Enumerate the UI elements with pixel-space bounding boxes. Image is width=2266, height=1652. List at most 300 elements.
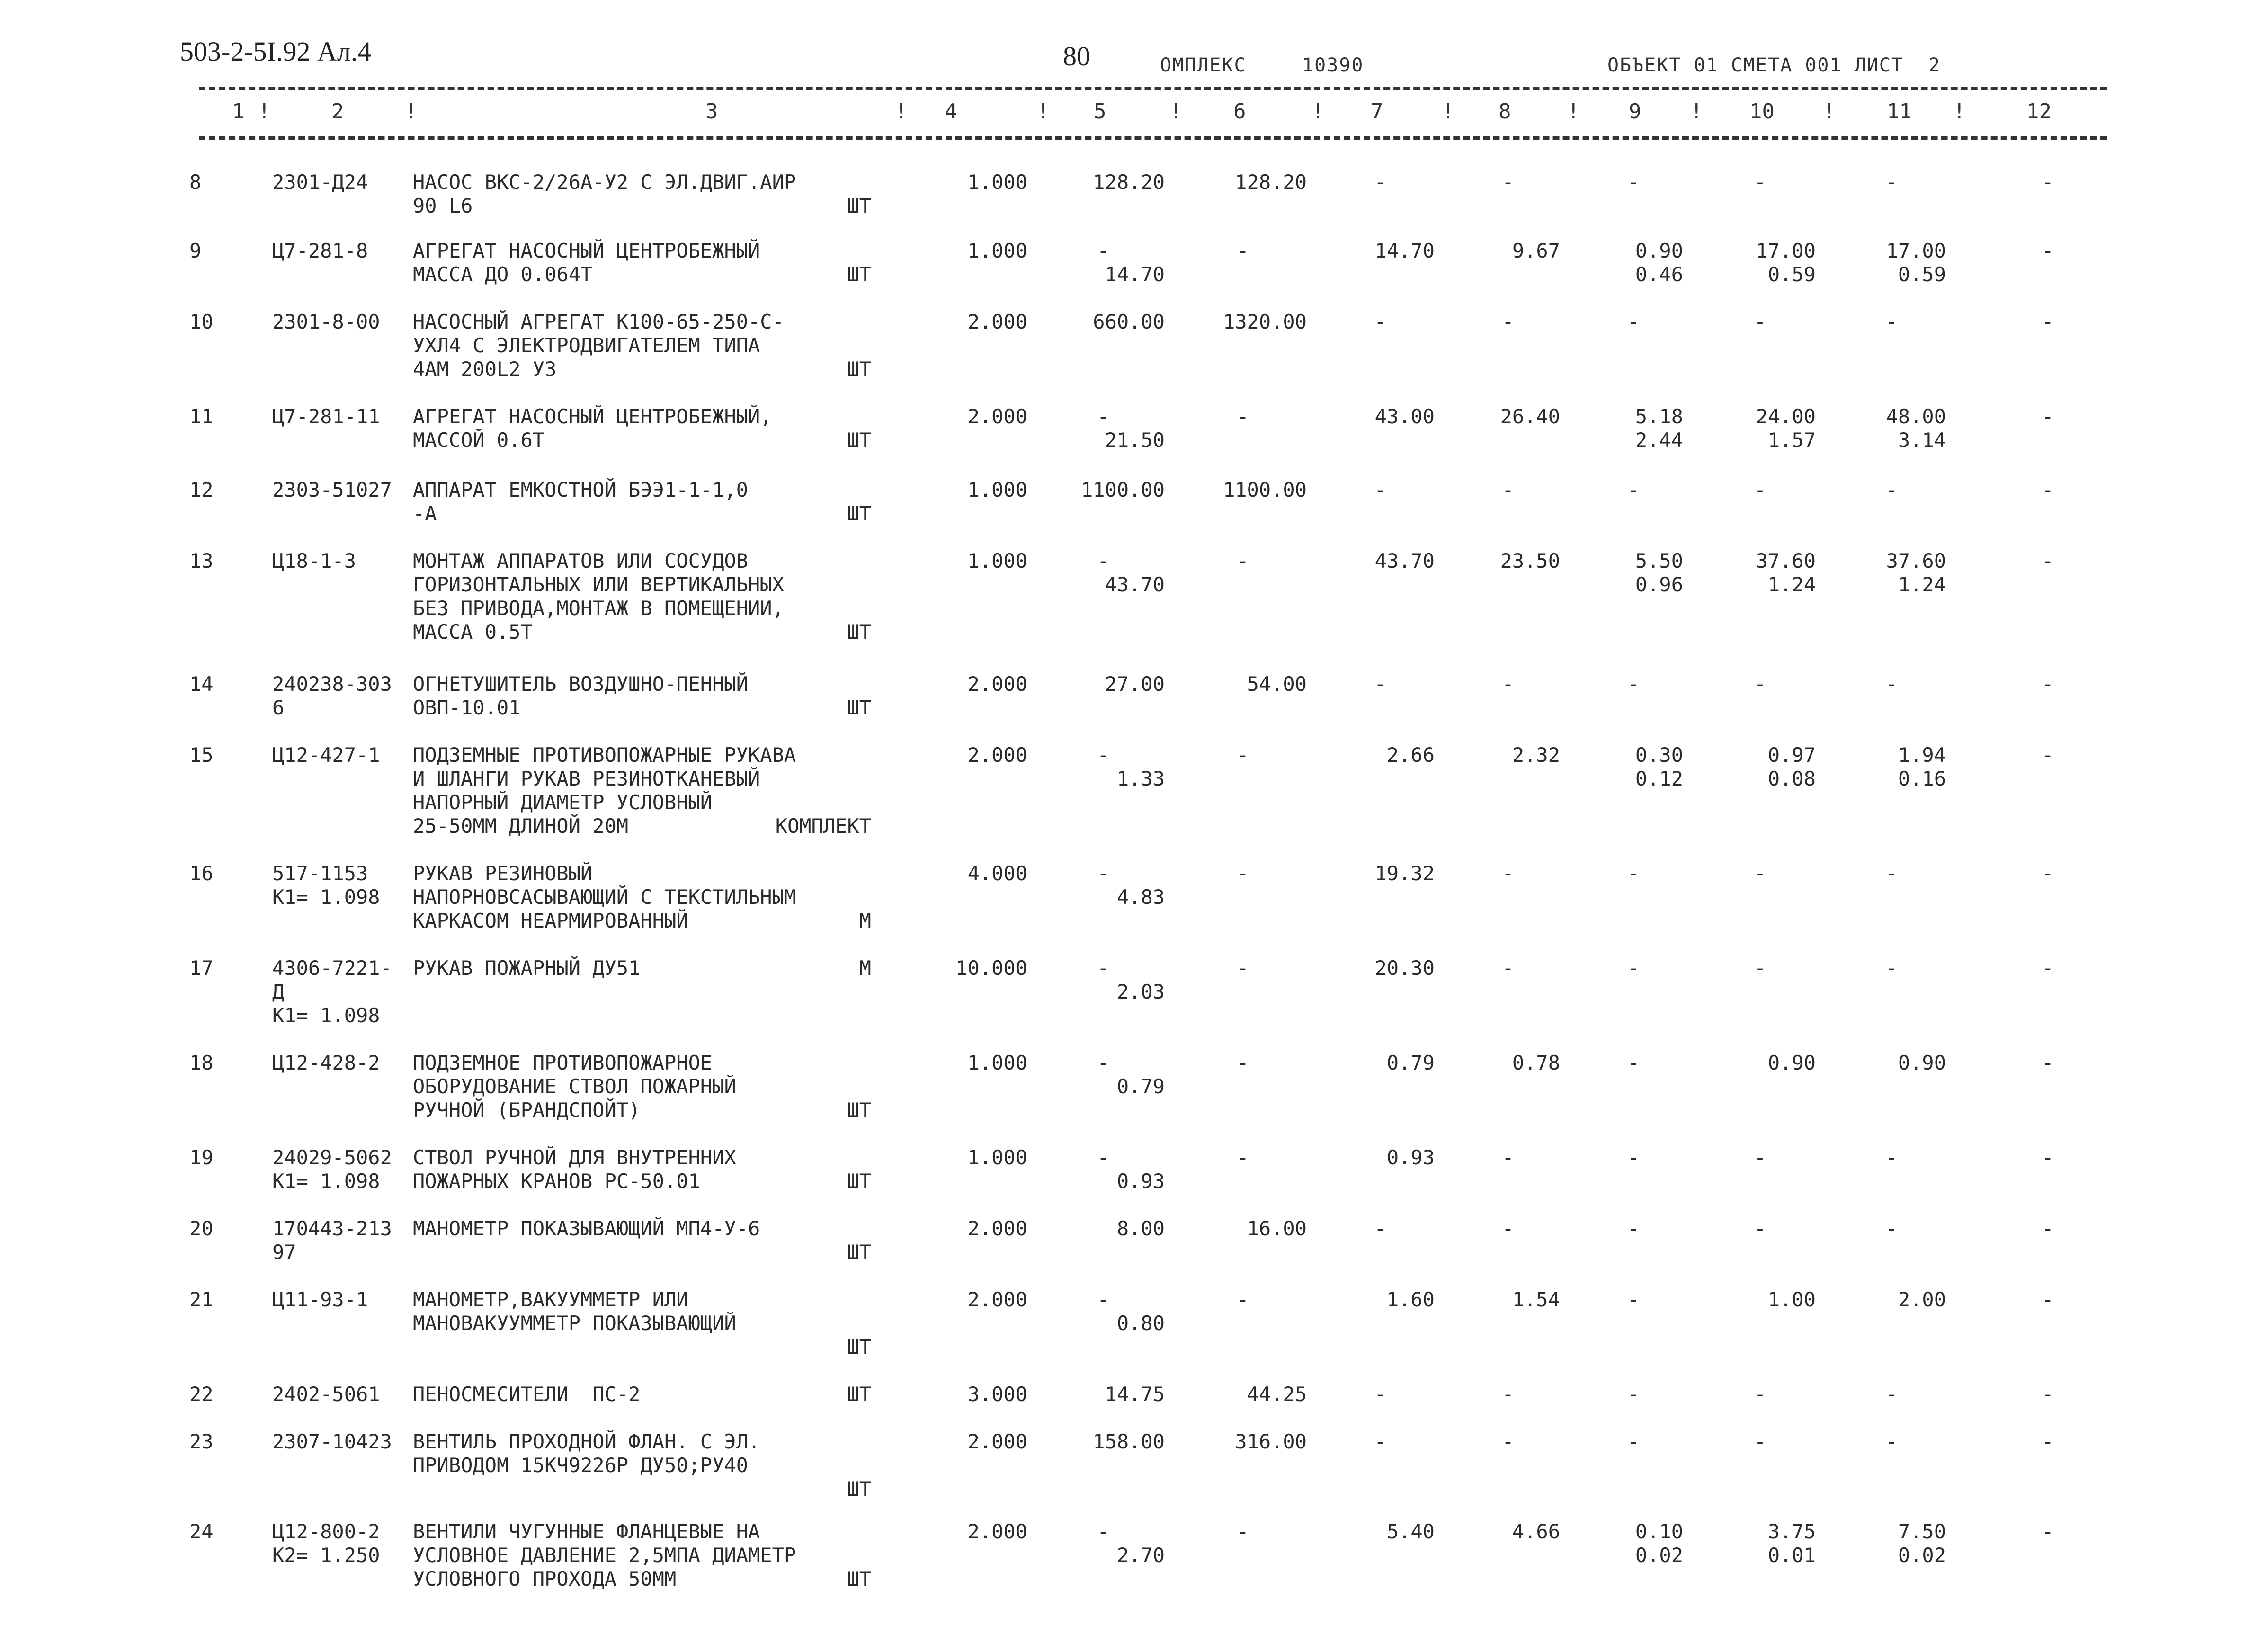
quantity: 2.000 [967, 1430, 1027, 1453]
quantity: 1.000 [967, 239, 1027, 262]
item-code: 6 [272, 696, 285, 719]
column-11-value: 37.60 [1886, 549, 1946, 572]
column-separator: ! [1442, 99, 1454, 124]
column-8-value: - [1502, 1146, 1514, 1169]
total-cost: - [1237, 862, 1249, 885]
unit-price: 14.70 [1105, 263, 1165, 286]
column-separator: ! [1037, 99, 1050, 124]
item-code: К1= 1.098 [272, 1004, 380, 1027]
item-description: ВЕНТИЛИ ЧУГУННЫЕ ФЛАНЦЕВЫЕ НА [413, 1520, 760, 1543]
item-description: СТВОЛ РУЧНОЙ ДЛЯ ВНУТРЕННИХ [413, 1146, 736, 1169]
unit-price: 1.33 [1116, 767, 1165, 790]
item-description: БЕЗ ПРИВОДА,МОНТАЖ В ПОМЕЩЕНИИ, [413, 597, 784, 620]
column-7-value: 2.66 [1386, 743, 1435, 767]
unit-of-measure: ШТ [847, 357, 871, 381]
column-11-value: - [1885, 170, 1898, 194]
quantity: 2.000 [967, 1217, 1027, 1240]
unit-of-measure: М [859, 909, 871, 932]
unit-of-measure: ШТ [847, 502, 871, 525]
column-8-value: - [1502, 1430, 1514, 1453]
column-11-value: 0.90 [1898, 1051, 1946, 1074]
object-estimate-sheet: ОБЪЕКТ 01 СМЕТА 001 ЛИСТ 2 [1607, 54, 1941, 76]
quantity: 1.000 [967, 1051, 1027, 1074]
column-12-value: - [2042, 405, 2054, 428]
unit-price: - [1097, 743, 1109, 767]
column-9-value: - [1627, 170, 1640, 194]
quantity: 2.000 [967, 672, 1027, 696]
quantity: 1.000 [967, 1146, 1027, 1169]
item-code: 2307-10423 [272, 1430, 392, 1453]
column-7-value: - [1374, 672, 1386, 696]
column-12-value: - [2042, 1217, 2054, 1240]
column-12-value: - [2042, 1520, 2054, 1543]
column-10-value: 0.97 [1767, 743, 1816, 767]
row-number: 18 [189, 1051, 214, 1074]
column-7-value: 1.60 [1386, 1288, 1435, 1311]
unit-of-measure: М [859, 956, 871, 980]
unit-price: - [1097, 862, 1109, 885]
unit-of-measure: ШТ [847, 1567, 871, 1590]
total-cost: - [1237, 1288, 1249, 1311]
item-description: ГОРИЗОНТАЛЬНЫХ ИЛИ ВЕРТИКАЛЬНЫХ [413, 573, 784, 596]
unit-of-measure: ШТ [847, 263, 871, 286]
column-11-value: - [1885, 1383, 1898, 1406]
row-number: 19 [189, 1146, 214, 1169]
column-11-value: 0.59 [1898, 263, 1946, 286]
unit-price: 43.70 [1105, 573, 1165, 596]
column-10-value: 1.00 [1767, 1288, 1816, 1311]
item-code: Ц18-1-3 [272, 549, 357, 572]
item-description: МАССОЙ 0.6Т [413, 429, 545, 452]
column-separator: ! [1169, 99, 1182, 124]
item-code: К1= 1.098 [272, 1170, 380, 1193]
column-7-value: - [1374, 1217, 1386, 1240]
item-description: НАПОРНОВСАСЫВАЮЩИЙ С ТЕКСТИЛЬНЫМ [413, 885, 796, 909]
column-11-value: 1.94 [1898, 743, 1946, 767]
item-description: АГРЕГАТ НАСОСНЫЙ ЦЕНТРОБЕЖНЫЙ, [413, 405, 772, 428]
unit-price: 8.00 [1116, 1217, 1165, 1240]
row-number: 12 [189, 478, 214, 501]
column-12-value: - [2042, 1383, 2054, 1406]
item-description: ВЕНТИЛЬ ПРОХОДНОЙ ФЛАН. С ЭЛ. [413, 1430, 760, 1453]
column-9-value: - [1627, 1051, 1640, 1074]
column-9-value: - [1627, 1217, 1640, 1240]
row-number: 11 [189, 405, 214, 428]
column-9-value: 5.18 [1635, 405, 1683, 428]
unit-price: 27.00 [1105, 672, 1165, 696]
item-description: УСЛОВНОГО ПРОХОДА 50ММ [413, 1567, 677, 1590]
column-8-value: - [1502, 862, 1514, 885]
row-number: 13 [189, 549, 214, 572]
column-10-value: - [1754, 862, 1766, 885]
unit-of-measure: КОМПЛЕКТ [775, 814, 871, 838]
item-code: Ц12-427-1 [272, 743, 380, 767]
quantity: 2.000 [967, 405, 1027, 428]
item-code: К1= 1.098 [272, 885, 380, 909]
column-12-value: - [2042, 956, 2054, 980]
row-number: 20 [189, 1217, 214, 1240]
unit-of-measure: ШТ [847, 194, 871, 217]
column-10-value: - [1754, 170, 1766, 194]
total-cost: - [1237, 549, 1249, 572]
unit-price: - [1097, 405, 1109, 428]
header-top-rule [199, 87, 2107, 90]
item-code: Ц12-428-2 [272, 1051, 380, 1074]
unit-price: 158.00 [1093, 1430, 1165, 1453]
item-description: ОГНЕТУШИТЕЛЬ ВОЗДУШНО-ПЕННЫЙ [413, 672, 749, 696]
column-10-value: 1.24 [1767, 573, 1816, 596]
item-code: 2402-5061 [272, 1383, 380, 1406]
item-description: НАПОРНЫЙ ДИАМЕТР УСЛОВНЫЙ [413, 791, 713, 814]
column-7-value: - [1374, 170, 1386, 194]
total-cost: - [1237, 1051, 1249, 1074]
column-11-value: 48.00 [1886, 405, 1946, 428]
column-11-value: 2.00 [1898, 1288, 1946, 1311]
row-number: 22 [189, 1383, 214, 1406]
column-12-value: - [2042, 549, 2054, 572]
quantity: 1.000 [967, 549, 1027, 572]
item-description: ПОДЗЕМНОЕ ПРОТИВОПОЖАРНОЕ [413, 1051, 713, 1074]
quantity: 10.000 [955, 956, 1027, 980]
item-code: 2303-51027 [272, 478, 392, 501]
column-10-value: 0.08 [1767, 767, 1816, 790]
column-11-value: - [1885, 956, 1898, 980]
row-number: 9 [189, 239, 202, 262]
total-cost: 44.25 [1247, 1383, 1307, 1406]
column-11-value: 3.14 [1898, 429, 1946, 452]
column-separator: ! [895, 99, 908, 124]
row-number: 10 [189, 310, 214, 333]
column-10-value: - [1754, 1146, 1766, 1169]
column-9-value: - [1627, 310, 1640, 333]
unit-of-measure: ШТ [847, 1477, 871, 1500]
unit-price: - [1097, 1288, 1109, 1311]
column-7-value: 14.70 [1374, 239, 1435, 262]
column-7-value: 43.70 [1374, 549, 1435, 572]
quantity: 2.000 [967, 743, 1027, 767]
column-7-value: 0.93 [1386, 1146, 1435, 1169]
column-9-value: - [1627, 956, 1640, 980]
column-9-value: - [1627, 478, 1640, 501]
item-code: 517-1153 [272, 862, 368, 885]
item-description: И ШЛАНГИ РУКАВ РЕЗИНОТКАНЕВЫЙ [413, 767, 760, 790]
column-12-value: - [2042, 239, 2054, 262]
item-description: 90 L6 [413, 194, 473, 217]
column-10-value: 0.59 [1767, 263, 1816, 286]
unit-of-measure: ШТ [847, 1098, 871, 1122]
column-8-value: 23.50 [1500, 549, 1560, 572]
item-code: 4306-7221- [272, 956, 392, 980]
total-cost: - [1237, 1520, 1249, 1543]
item-code: Ц7-281-8 [272, 239, 368, 262]
column-header-10: 10 [1749, 99, 1775, 124]
column-12-value: - [2042, 1288, 2054, 1311]
complex-label: ОМПЛЕКС [1160, 54, 1247, 76]
row-number: 17 [189, 956, 214, 980]
total-cost: 1100.00 [1222, 478, 1307, 501]
item-description: РУКАВ РЕЗИНОВЫЙ [413, 862, 593, 885]
column-11-value: 0.16 [1898, 767, 1946, 790]
total-cost: 316.00 [1235, 1430, 1307, 1453]
unit-price: - [1097, 956, 1109, 980]
column-7-value: 0.79 [1386, 1051, 1435, 1074]
unit-price: - [1097, 1146, 1109, 1169]
document-code: 503-2-5I.92 Ал.4 [180, 36, 372, 67]
column-header-4: 4 [945, 99, 957, 124]
column-12-value: - [2042, 1146, 2054, 1169]
column-9-value: 0.46 [1635, 263, 1683, 286]
column-separator: ! [258, 99, 271, 124]
column-9-value: 0.90 [1635, 239, 1683, 262]
column-11-value: - [1885, 1217, 1898, 1240]
column-7-value: - [1374, 478, 1386, 501]
column-9-value: - [1627, 1146, 1640, 1169]
column-7-value: 20.30 [1374, 956, 1435, 980]
column-9-value: 0.12 [1635, 767, 1683, 790]
unit-price: 2.03 [1116, 980, 1165, 1003]
item-code: К2= 1.250 [272, 1544, 380, 1567]
item-description: МАНОМЕТР,ВАКУУММЕТР ИЛИ [413, 1288, 688, 1311]
unit-price: 1100.00 [1080, 478, 1165, 501]
column-8-value: 4.66 [1512, 1520, 1560, 1543]
unit-of-measure: ШТ [847, 1170, 871, 1193]
column-8-value: - [1502, 672, 1514, 696]
row-number: 21 [189, 1288, 214, 1311]
total-cost: 128.20 [1235, 170, 1307, 194]
unit-price: 0.79 [1116, 1075, 1165, 1098]
column-11-value: - [1885, 310, 1898, 333]
total-cost: 1320.00 [1222, 310, 1307, 333]
unit-of-measure: ШТ [847, 1335, 871, 1358]
item-code: 24029-5062 [272, 1146, 392, 1169]
column-9-value: 0.10 [1635, 1520, 1683, 1543]
row-number: 14 [189, 672, 214, 696]
column-7-value: 19.32 [1374, 862, 1435, 885]
column-10-value: 37.60 [1756, 549, 1816, 572]
column-header-3: 3 [705, 99, 718, 124]
column-separator: ! [1567, 99, 1580, 124]
column-header-12: 12 [2026, 99, 2052, 124]
column-12-value: - [2042, 478, 2054, 501]
unit-of-measure: ШТ [847, 620, 871, 643]
column-header-1: 1 [232, 99, 245, 124]
column-separator: ! [1690, 99, 1703, 124]
item-description: МАССА ДО 0.064Т [413, 263, 593, 286]
column-10-value: - [1754, 1383, 1766, 1406]
row-number: 23 [189, 1430, 214, 1453]
column-9-value: - [1627, 1383, 1640, 1406]
column-8-value: - [1502, 956, 1514, 980]
column-8-value: - [1502, 1383, 1514, 1406]
page-number: 80 [1063, 41, 1090, 71]
header-bottom-rule [199, 136, 2107, 140]
column-7-value: - [1374, 310, 1386, 333]
quantity: 4.000 [967, 862, 1027, 885]
total-cost: - [1237, 956, 1249, 980]
column-header-8: 8 [1499, 99, 1511, 124]
item-code: Ц11-93-1 [272, 1288, 368, 1311]
column-8-value: 1.54 [1512, 1288, 1560, 1311]
unit-of-measure: ШТ [847, 429, 871, 452]
item-code: 170443-213 [272, 1217, 392, 1240]
column-10-value: - [1754, 956, 1766, 980]
total-cost: 16.00 [1247, 1217, 1307, 1240]
column-9-value: 0.02 [1635, 1544, 1683, 1567]
column-10-value: 17.00 [1756, 239, 1816, 262]
column-separator: ! [1823, 99, 1836, 124]
item-description: 4АМ 200L2 У3 [413, 357, 557, 381]
item-code: 97 [272, 1241, 296, 1264]
unit-price: 660.00 [1093, 310, 1165, 333]
column-header-11: 11 [1887, 99, 1912, 124]
unit-price: - [1097, 1520, 1109, 1543]
column-12-value: - [2042, 310, 2054, 333]
item-description: ПЕНОСМЕСИТЕЛИ ПС-2 [413, 1383, 641, 1406]
column-12-value: - [2042, 743, 2054, 767]
column-10-value: - [1754, 672, 1766, 696]
unit-price: - [1097, 549, 1109, 572]
item-description: МАНОМЕТР ПОКАЗЫВАЮЩИЙ МП4-У-6 [413, 1217, 760, 1240]
column-8-value: 26.40 [1500, 405, 1560, 428]
complex-number: 10390 [1302, 54, 1364, 76]
total-cost: - [1237, 405, 1249, 428]
unit-price: - [1097, 239, 1109, 262]
total-cost: - [1237, 1146, 1249, 1169]
column-12-value: - [2042, 672, 2054, 696]
column-11-value: - [1885, 478, 1898, 501]
total-cost: - [1237, 239, 1249, 262]
column-7-value: 5.40 [1386, 1520, 1435, 1543]
column-10-value: - [1754, 1430, 1766, 1453]
column-9-value: - [1627, 1430, 1640, 1453]
column-8-value: 9.67 [1512, 239, 1560, 262]
total-cost: - [1237, 743, 1249, 767]
item-description: АГРЕГАТ НАСОСНЫЙ ЦЕНТРОБЕЖНЫЙ [413, 239, 760, 262]
column-11-value: 1.24 [1898, 573, 1946, 596]
column-10-value: 24.00 [1756, 405, 1816, 428]
item-description: УСЛОВНОЕ ДАВЛЕНИЕ 2,5МПА ДИАМЕТР [413, 1544, 796, 1567]
unit-price: 21.50 [1105, 429, 1165, 452]
column-7-value: 43.00 [1374, 405, 1435, 428]
item-code: Д [272, 980, 285, 1003]
column-separator: ! [405, 99, 418, 124]
column-12-value: - [2042, 862, 2054, 885]
column-10-value: - [1754, 478, 1766, 501]
column-header-7: 7 [1371, 99, 1383, 124]
column-9-value: - [1627, 672, 1640, 696]
column-separator: ! [1311, 99, 1324, 124]
item-description: НАСОСНЫЙ АГРЕГАТ К100-65-250-С- [413, 310, 784, 333]
unit-of-measure: ШТ [847, 1383, 871, 1406]
column-7-value: - [1374, 1430, 1386, 1453]
column-10-value: 0.01 [1767, 1544, 1816, 1567]
row-number: 8 [189, 170, 202, 194]
column-11-value: - [1885, 672, 1898, 696]
column-9-value: - [1627, 1288, 1640, 1311]
item-description: ПРИВОДОМ 15КЧ9226Р ДУ50;РУ40 [413, 1454, 749, 1477]
column-8-value: - [1502, 170, 1514, 194]
column-header-2: 2 [331, 99, 344, 124]
item-code: 240238-303 [272, 672, 392, 696]
item-description: РУЧНОЙ (БРАНДСПОЙТ) [413, 1098, 641, 1122]
item-description: МАССА 0.5Т [413, 620, 533, 643]
item-description: НАСОС ВКС-2/26А-У2 С ЭЛ.ДВИГ.АИР [413, 170, 796, 194]
column-11-value: 17.00 [1886, 239, 1946, 262]
unit-price: 128.20 [1093, 170, 1165, 194]
column-10-value: 0.90 [1767, 1051, 1816, 1074]
item-code: 2301-Д24 [272, 170, 368, 194]
item-description: АППАРАТ ЕМКОСТНОЙ БЭЭ1-1-1,0 [413, 478, 749, 501]
quantity: 3.000 [967, 1383, 1027, 1406]
item-code: Ц12-800-2 [272, 1520, 380, 1543]
total-cost: 54.00 [1247, 672, 1307, 696]
unit-price: 14.75 [1105, 1383, 1165, 1406]
column-12-value: - [2042, 1051, 2054, 1074]
column-12-value: - [2042, 170, 2054, 194]
item-description: ОБОРУДОВАНИЕ СТВОЛ ПОЖАРНЫЙ [413, 1075, 736, 1098]
item-code: 2301-8-00 [272, 310, 380, 333]
unit-price: 0.80 [1116, 1312, 1165, 1335]
column-11-value: - [1885, 1146, 1898, 1169]
column-header-9: 9 [1629, 99, 1642, 124]
row-number: 16 [189, 862, 214, 885]
unit-price: 0.93 [1116, 1170, 1165, 1193]
item-description: ОВП-10.01 [413, 696, 521, 719]
row-number: 15 [189, 743, 214, 767]
column-9-value: 0.30 [1635, 743, 1683, 767]
item-description: 25-50ММ ДЛИНОЙ 20М [413, 814, 629, 838]
column-8-value: - [1502, 1217, 1514, 1240]
item-description: МАНОВАКУУММЕТР ПОКАЗЫВАЮЩИЙ [413, 1312, 736, 1335]
column-9-value: 2.44 [1635, 429, 1683, 452]
quantity: 2.000 [967, 1520, 1027, 1543]
column-8-value: 0.78 [1512, 1051, 1560, 1074]
unit-of-measure: ШТ [847, 1241, 871, 1264]
column-header-5: 5 [1094, 99, 1106, 124]
item-description: ПОЖАРНЫХ КРАНОВ РС-50.01 [413, 1170, 700, 1193]
column-11-value: - [1885, 1430, 1898, 1453]
column-separator: ! [1953, 99, 1966, 124]
item-description: ПОДЗЕМНЫЕ ПРОТИВОПОЖАРНЫЕ РУКАВА [413, 743, 796, 767]
unit-price: 4.83 [1116, 885, 1165, 909]
item-code: Ц7-281-11 [272, 405, 380, 428]
column-9-value: 5.50 [1635, 549, 1683, 572]
item-description: КАРКАСОМ НЕАРМИРОВАННЫЙ [413, 909, 688, 932]
column-header-6: 6 [1233, 99, 1246, 124]
column-11-value: - [1885, 862, 1898, 885]
unit-of-measure: ШТ [847, 696, 871, 719]
quantity: 2.000 [967, 1288, 1027, 1311]
quantity: 1.000 [967, 478, 1027, 501]
unit-price: 2.70 [1116, 1544, 1165, 1567]
column-10-value: - [1754, 310, 1766, 333]
column-10-value: 3.75 [1767, 1520, 1816, 1543]
item-description: -А [413, 502, 437, 525]
column-11-value: 0.02 [1898, 1544, 1946, 1567]
column-8-value: - [1502, 478, 1514, 501]
column-9-value: 0.96 [1635, 573, 1683, 596]
unit-price: - [1097, 1051, 1109, 1074]
item-description: МОНТАЖ АППАРАТОВ ИЛИ СОСУДОВ [413, 549, 749, 572]
row-number: 24 [189, 1520, 214, 1543]
quantity: 2.000 [967, 310, 1027, 333]
column-11-value: 7.50 [1898, 1520, 1946, 1543]
quantity: 1.000 [967, 170, 1027, 194]
column-9-value: - [1627, 862, 1640, 885]
column-8-value: - [1502, 310, 1514, 333]
column-8-value: 2.32 [1512, 743, 1560, 767]
column-12-value: - [2042, 1430, 2054, 1453]
